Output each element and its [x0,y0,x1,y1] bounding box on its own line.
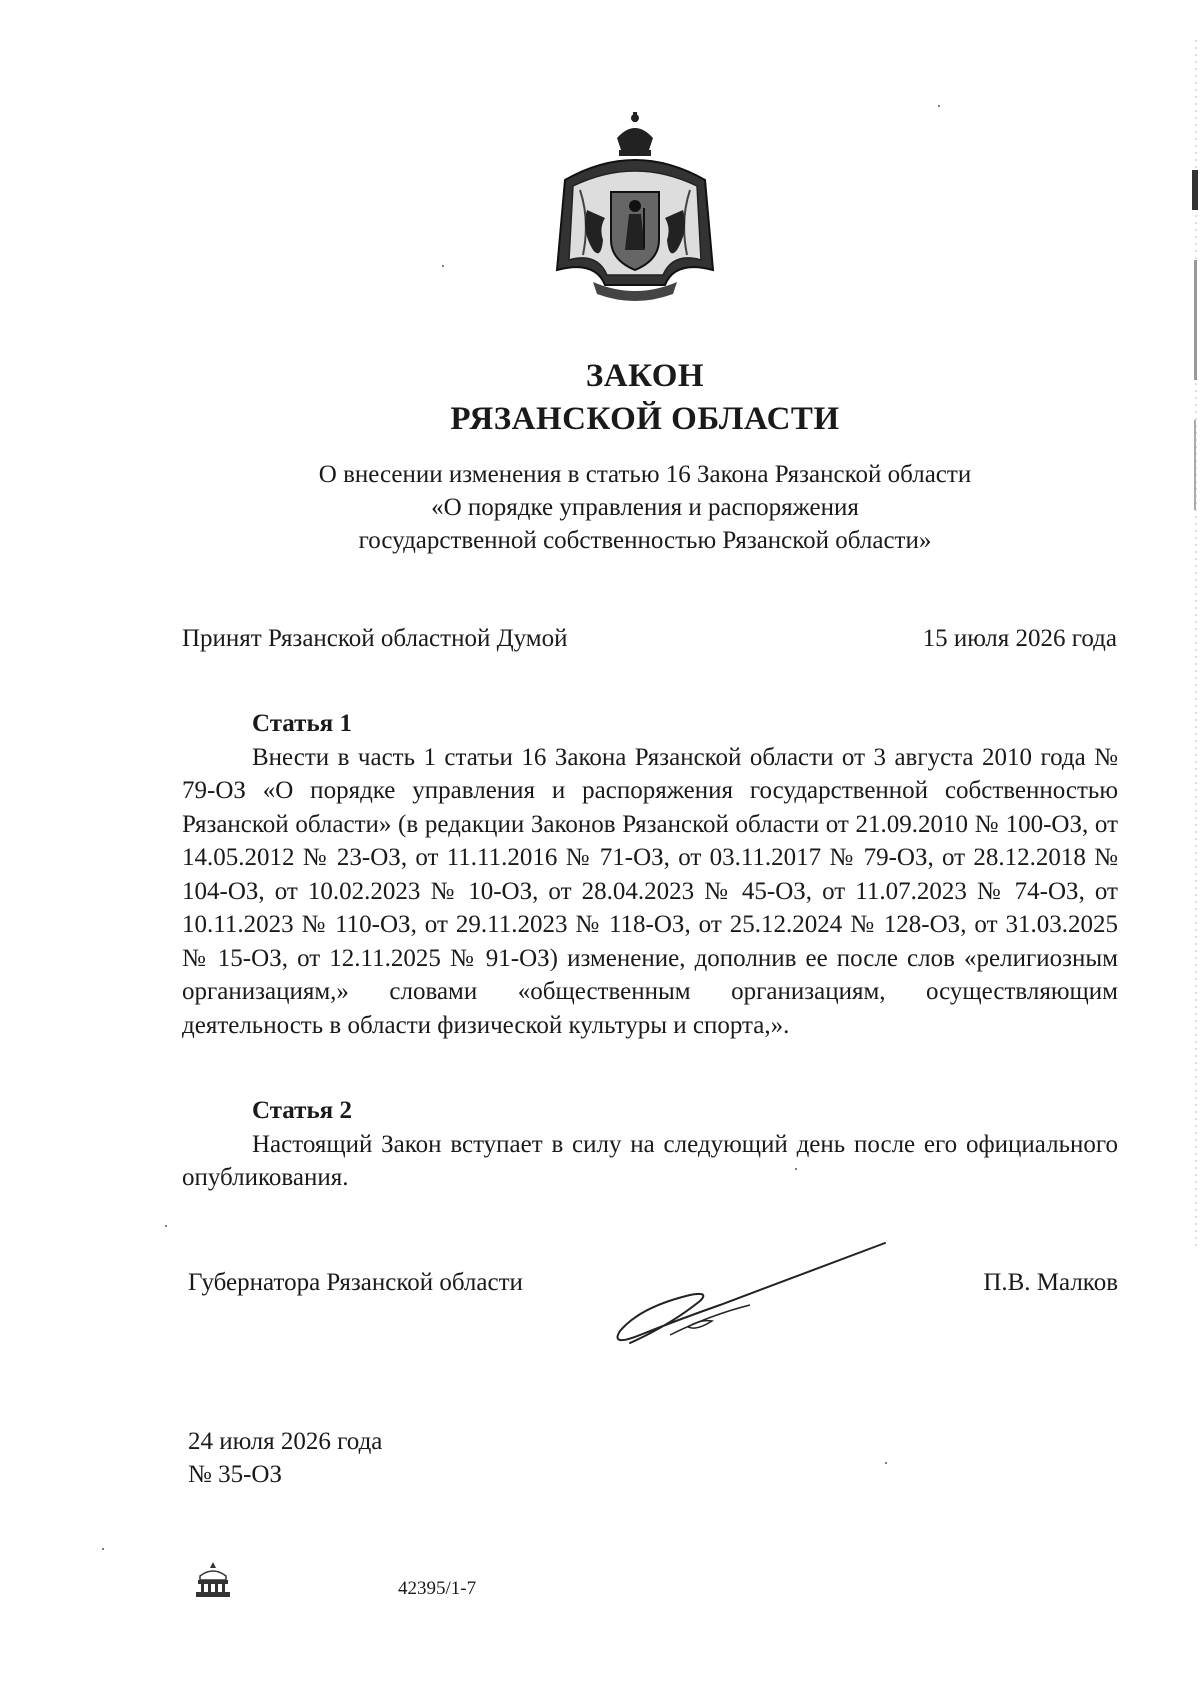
article-1 [182,707,1118,1042]
article-heading: Статья 1 [252,710,352,737]
law-number: № 35-ОЗ [188,1461,283,1488]
scan-speck [795,1168,797,1170]
adopted-by: Принят Рязанской областной Думой [182,625,568,652]
document-title [0,355,1200,441]
subject-line-2: «О порядке управления и распоряжения [431,494,859,521]
article-2 [182,1094,1118,1195]
ryazan-coat-of-arms-icon [545,110,725,310]
subject-line-3: государственной собственностью Рязанской области» [358,527,932,554]
title-line-2: РЯЗАНСКОЙ ОБЛАСТИ [450,401,840,437]
title-line-1: ЗАКОН [585,358,705,394]
scan-speck [165,1225,167,1227]
adoption-date: 15 июля 2026 года [922,625,1117,652]
law-signing-date: 24 июля 2026 года [188,1428,383,1455]
law-date-number [188,1425,382,1491]
printing-house-logo-icon [192,1560,234,1602]
law-subject [0,458,1200,557]
handwritten-signature [600,1235,890,1355]
signatory-name: П.В. Малков [983,1269,1118,1296]
article-heading: Статья 2 [252,1097,352,1124]
scan-speck [885,1462,887,1464]
scan-edge-artifact [1188,0,1200,1695]
scan-speck [442,265,444,267]
adoption-row [182,622,1117,655]
article-body: Настоящий Закон вступает в силу на следующий день после его официального опубликования. [182,1130,1118,1191]
article-body: Внести в часть 1 статьи 16 Закона Рязанской области от 3 августа 2010 года № 79-ОЗ «О порядке управления и распоряжения государственной собственностью Рязанской области» (в редакции Законов Рязанской области от 21.09.2010 № 100-ОЗ, от 14.05.2012 № 23-ОЗ, от 11.11.2016 № 71-ОЗ, от 03.11.2017 № 79-ОЗ, от 28.12.2018 № 104-ОЗ, от 10.02.2023 № 10-ОЗ, от 28.04.2023 № 45-ОЗ, от 11.07.2023 № 74-ОЗ, от 10.11.2023 № 110-ОЗ, от 29.11.2023 № 118-ОЗ, от 25.12.2024 № 128-ОЗ, от 31.03.2025 № 15-ОЗ, от 12.11.2025 № 91-ОЗ) изменение, дополнив ее после слов «религиозным организациям,» словами «общественным организациям, осуществляющим деятельность в области физической культуры и спорта,». [182,743,1118,1039]
signatory-position: Губернатора Рязанской области [188,1269,523,1296]
scan-speck [938,105,940,107]
print-code: 42395/1-7 [398,1578,477,1599]
subject-line-1: О внесении изменения в статью 16 Закона Рязанской области [318,461,972,488]
scan-speck [102,1548,104,1550]
